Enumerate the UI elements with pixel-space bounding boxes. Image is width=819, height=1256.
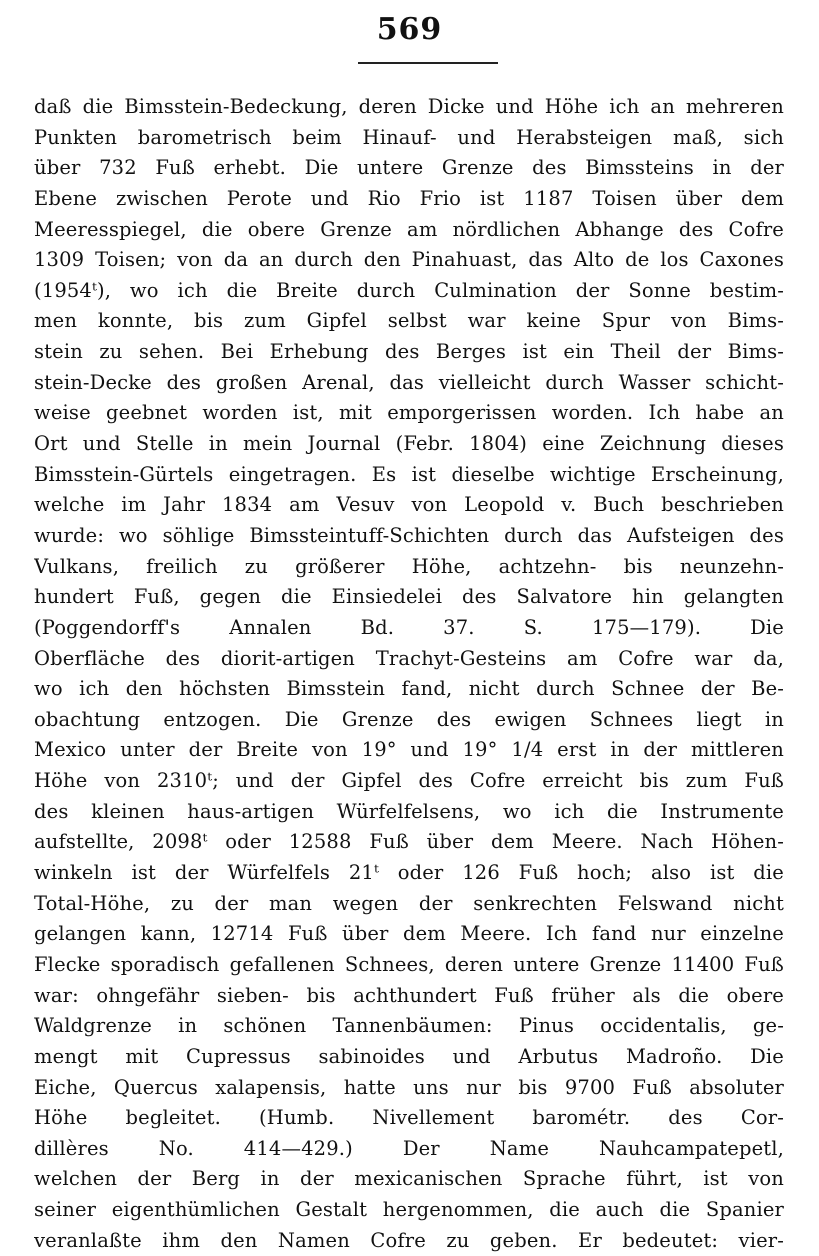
text-line: mengt mit Cupressus sabinoides und Arbutus Madroño. Die [34,1044,784,1068]
text-line: war: ohngefähr sieben- bis achthundert Fuß früher als die obere [34,983,784,1007]
text-line: Meeresspiegel, die obere Grenze am nördlichen Abhange des Cofre [34,217,784,241]
text-line: daß die Bimsstein-Bedeckung, deren Dicke und Höhe ich an mehreren [34,95,784,118]
text-line: wurde: wo söhlige Bimssteintuff-Schichten durch das Aufsteigen des [34,523,784,547]
text-line: weise geebnet worden ist, mit emporgerissen worden. Ich habe an [34,401,784,425]
body-text [34,92,784,1256]
text-line: (1954ᵗ), wo ich die Breite durch Culmination der Sonne bestim- [34,278,784,302]
text-line: veranlaßte ihm den Namen Cofre zu geben. Er bedeutet: vier- [34,1228,784,1252]
text-line: Vulkans, freilich zu größerer Höhe, achtzehn- bis neunzehn- [34,554,784,578]
text-line: Oberfläche des diorit-artigen Trachyt-Gesteins am Cofre war da, [34,646,784,670]
text-line: obachtung entzogen. Die Grenze des ewigen Schnees liegt in [34,707,784,731]
text-line: des kleinen haus-artigen Würfelfelsens, wo ich die Instrumente [34,799,784,823]
text-line: Waldgrenze in schönen Tannenbäumen: Pinus occidentalis, ge- [34,1014,784,1038]
text-line: stein-Decke des großen Arenal, das vielleicht durch Wasser schicht- [34,370,784,394]
text-line: welche im Jahr 1834 am Vesuv von Leopold v. Buch beschrieben [34,493,784,517]
text-line: men konnte, bis zum Gipfel selbst war keine Spur von Bims- [34,309,784,333]
text-line: Mexico unter der Breite von 19° und 19° 1/4 erst in der mittleren [34,738,784,762]
text-line: Bimsstein-Gürtels eingetragen. Es ist dieselbe wichtige Erscheinung, [34,462,784,486]
text-line: welchen der Berg in der mexicanischen Sprache führt, ist von [34,1167,784,1191]
text-line: Total-Höhe, zu der man wegen der senkrechten Felswand nicht [34,891,784,915]
text-line: Höhe von 2310ᵗ; und der Gipfel des Cofre erreicht bis zum Fuß [34,769,784,793]
text-line: 1309 Toisen; von da an durch den Pinahuast, das Alto de los Caxones [34,248,784,272]
text-line: (Poggendorff's Annalen Bd. 37. S. 175—179). Die [34,615,784,639]
text-line: über 732 Fuß erhebt. Die untere Grenze des Bimssteins in der [34,156,784,180]
text-line: hundert Fuß, gegen die Einsiedelei des Salvatore hin gelangten [34,585,784,609]
text-line: dillères No. 414—429.) Der Name Nauhcampatepetl, [34,1136,784,1160]
text-line: Ebene zwischen Perote und Rio Frio ist 1187 Toisen über dem [34,186,784,210]
text-line: Flecke sporadisch gefallenen Schnees, deren untere Grenze 11400 Fuß [34,952,784,976]
text-line: wo ich den höchsten Bimsstein fand, nicht durch Schnee der Be- [34,677,784,701]
page-number: 569 [376,12,443,47]
text-line: gelangen kann, 12714 Fuß über dem Meere. Ich fand nur einzelne [34,922,784,946]
text-line: Höhe begleitet. (Humb. Nivellement barométr. des Cor- [34,1106,784,1130]
text-line: aufstellte, 2098ᵗ oder 12588 Fuß über dem Meere. Nach Höhen- [34,830,784,854]
text-line: winkeln ist der Würfelfels 21ᵗ oder 126 Fuß hoch; also ist die [34,861,784,885]
text-line: Eiche, Quercus xalapensis, hatte uns nur bis 9700 Fuß absoluter [34,1075,784,1099]
header-rule [358,62,498,64]
text-line: seiner eigenthümlichen Gestalt hergenommen, die auch die Spanier [34,1198,784,1222]
text-line: stein zu sehen. Bei Erhebung des Berges ist ein Theil der Bims- [34,340,784,364]
text-line: Punkten barometrisch beim Hinauf- und Herabsteigen maß, sich [34,125,784,149]
text-line: Ort und Stelle in mein Journal (Febr. 1804) eine Zeichnung dieses [34,432,784,456]
